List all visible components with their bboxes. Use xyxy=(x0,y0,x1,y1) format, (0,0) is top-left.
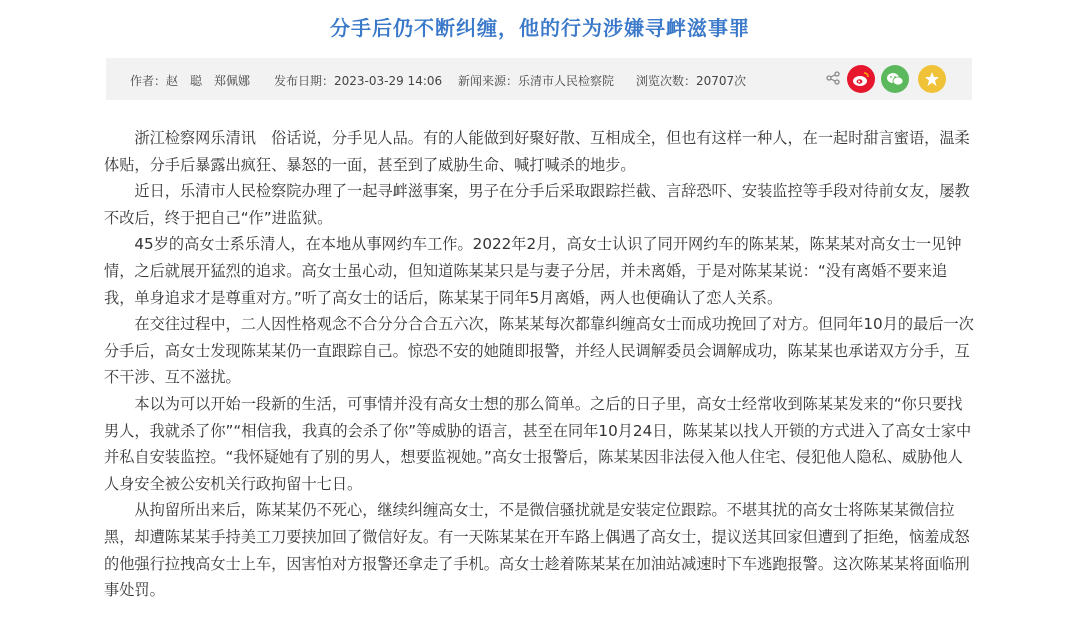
weibo-icon[interactable] xyxy=(847,65,875,93)
share-icon[interactable] xyxy=(826,71,842,87)
news-source: 新闻来源：乐清市人民检察院 xyxy=(458,74,615,88)
article-paragraph: 近日，乐清市人民检察院办理了一起寻衅滋事案，男子在分手后采取跟踪拦截、言辞恐吓、安装监控等手段对待前女友，屡教不改后，终于把自己“作”进监狱。 xyxy=(104,182,970,227)
article-paragraph: 从拘留所出来后，陈某某仍不死心，继续纠缠高女士，不是微信骚扰就是安装定位跟踪。不堪其扰的高女士将陈某某微信拉黑，却遭陈某某手持美工刀要挟加回了微信好友。有一天陈某某在开车路上偶遇了高女士，提议送其回家但遭到了拒绝，恼羞成怒的他强行拉拽高女士上车，因害怕对方报警还拿走了手机。高女士趁着陈某某在加油站减速时下车逃跑报警。这次陈某某将面临刑事处罚。 xyxy=(104,501,970,600)
article-paragraph: 浙江检察网乐清讯 俗话说，分手见人品。有的人能做到好聚好散、互相成全，但也有这样一种人，在一起时甜言蜜语，温柔体贴，分手后暴露出疯狂、暴怒的一面，甚至到了威胁生命、喊打喊杀的地步。 xyxy=(104,129,970,174)
favorite-star-icon[interactable] xyxy=(918,65,946,93)
article-paragraph: 本以为可以开始一段新的生活，可事情并没有高女士想的那么简单。之后的日子里，高女士经常收到陈某某发来的“你只要找男人，我就杀了你”“相信我，我真的会杀了你”等威胁的语言，甚至在同年10月24日，陈某某以找人开锁的方式进入了高女士家中并私自安装监控。“我怀疑她有了别的男人，想要监视她。”高女士报警后，陈某某因非法侵入他人住宅、侵犯他人隐私、威胁他人人身安全被公安机关行政拘留十七日。 xyxy=(104,394,972,493)
article-paragraph: 在交往过程中，二人因性格观念不合分分合合五六次，陈某某每次都靠纠缠高女士而成功挽回了对方。但同年10月的最后一次分手后，高女士发现陈某某仍一直跟踪自己。惊恐不安的她随即报警，并经人民调解委员会调解成功，陈某某也承诺双方分手，互不干涉、互不滋扰。 xyxy=(104,315,974,387)
article-paragraph: 45岁的高女士系乐清人，在本地从事网约车工作。2022年2月，高女士认识了同开网约车的陈某某，陈某某对高女士一见钟情，之后就展开猛烈的追求。高女士虽心动，但知道陈某某只是与妻子分居，并未离婚，于是对陈某某说：“没有离婚不要来追我，单身追求才是尊重对方。”听了高女士的话后，陈某某于同年5月离婚，两人也便确认了恋人关系。 xyxy=(104,235,962,307)
publish-date: 发布日期：2023-03-29 14:06 xyxy=(274,74,443,88)
article-meta-bar xyxy=(106,58,972,100)
article-title: 分手后仍不断纠缠，他的行为涉嫌寻衅滋事罪 xyxy=(330,16,750,40)
wechat-icon[interactable] xyxy=(881,65,909,93)
author-label: 作者：赵 聪 郑佩娜 xyxy=(130,74,251,88)
article-body xyxy=(104,125,976,604)
view-count: 浏览次数：20707次 xyxy=(636,74,747,88)
